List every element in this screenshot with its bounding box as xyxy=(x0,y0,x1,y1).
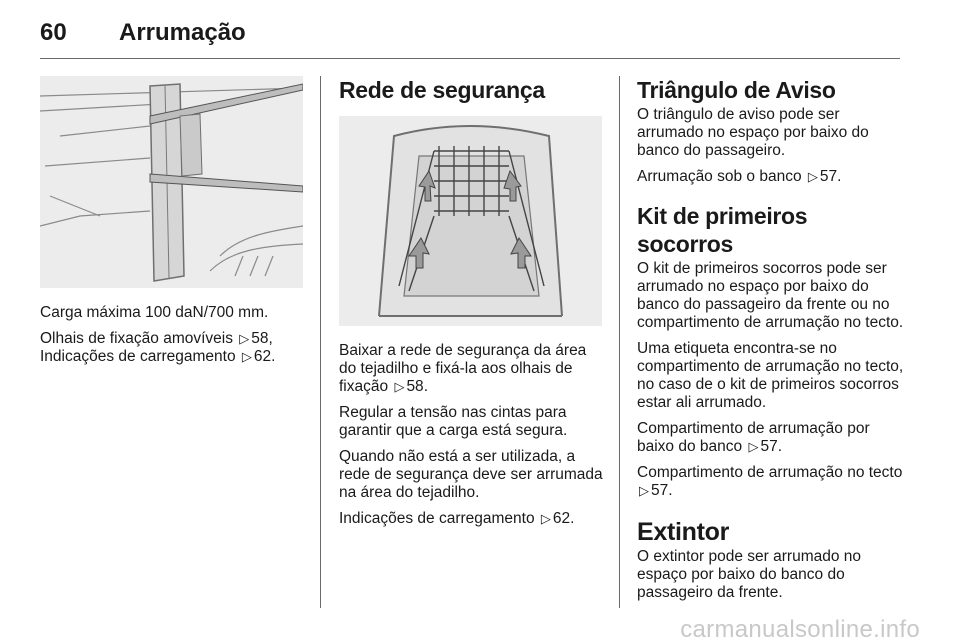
cargo-lashing-eyes-illustration xyxy=(40,76,303,288)
paragraph: Compartimento de arrumação no tecto ▷ 57. xyxy=(637,464,903,499)
paragraph: O kit de primeiros socorros pode ser arrumado no espaço por baixo do banco do passageiro da frente ou no compartimento de arrumação no tecto. xyxy=(637,260,904,331)
column-divider-2 xyxy=(619,76,620,608)
paragraph: O triângulo de aviso pode ser arrumado no espaço por baixo do banco do passageiro. xyxy=(637,106,869,159)
page-reference-arrow-icon: ▷ xyxy=(540,511,551,526)
page-reference[interactable]: 57 xyxy=(819,168,838,185)
page-reference[interactable]: 58 xyxy=(406,378,424,395)
page-reference[interactable]: 58 xyxy=(251,330,269,347)
page-header xyxy=(40,16,900,56)
page-reference[interactable]: 57 xyxy=(760,438,778,455)
section-heading-warning-triangle: Triângulo de Aviso xyxy=(637,77,836,103)
page-number: 60 xyxy=(40,19,67,46)
section-heading-extinguisher: Extintor xyxy=(637,518,730,546)
text-line: Carga máxima 100 daN/700 mm. xyxy=(40,304,269,321)
page-reference-arrow-icon: ▷ xyxy=(748,439,759,454)
page-reference[interactable]: 62 xyxy=(552,510,571,527)
page-reference-arrow-icon: ▷ xyxy=(394,379,405,394)
paragraph: Arrumação sob o banco ▷ 57. xyxy=(637,168,842,185)
page-reference[interactable]: 62 xyxy=(253,348,272,365)
page-reference-arrow-icon: ▷ xyxy=(807,169,818,184)
page-reference[interactable]: 57 xyxy=(651,482,669,499)
header-rule xyxy=(40,58,900,59)
column-3 xyxy=(637,76,905,610)
column-1 xyxy=(40,76,308,374)
paragraph: Regular a tensão nas cintas para garantir que a carga está segura. xyxy=(339,404,568,439)
column-2 xyxy=(339,76,607,536)
section-heading-first-aid-kit: Kit de primeiros socorros xyxy=(637,203,808,257)
page-reference-arrow-icon: ▷ xyxy=(241,349,252,364)
paragraph: Uma etiqueta encontra-se no compartimento de arrumação no tecto, no caso de o kit de primeiros socorros estar ali arrumado. xyxy=(637,340,904,411)
paragraph: Compartimento de arrumação por baixo do banco ▷ 57. xyxy=(637,420,870,455)
paragraph: Baixar a rede de segurança da área do tejadilho e fixá-la aos olhais de fixação ▷ 58. xyxy=(339,342,587,395)
safety-net-illustration xyxy=(339,116,602,326)
paragraph: Quando não está a ser utilizada, a rede de segurança deve ser arrumada na área do tejadilho. xyxy=(339,448,603,501)
text-line: Olhais de fixação amovíveis ▷ 58, Indicações de carregamento ▷ 62. xyxy=(40,330,276,365)
page-reference-arrow-icon: ▷ xyxy=(239,331,250,346)
paragraph: Indicações de carregamento ▷ 62. xyxy=(339,510,575,527)
page-title: Arrumação xyxy=(119,19,246,46)
page-reference-arrow-icon: ▷ xyxy=(639,483,649,498)
paragraph: O extintor pode ser arrumado no espaço por baixo do banco do passageiro da frente. xyxy=(637,548,862,601)
watermark: carmanualsonline.info xyxy=(680,616,920,643)
section-heading-safety-net: Rede de segurança xyxy=(339,77,545,103)
column-divider-1 xyxy=(320,76,321,608)
